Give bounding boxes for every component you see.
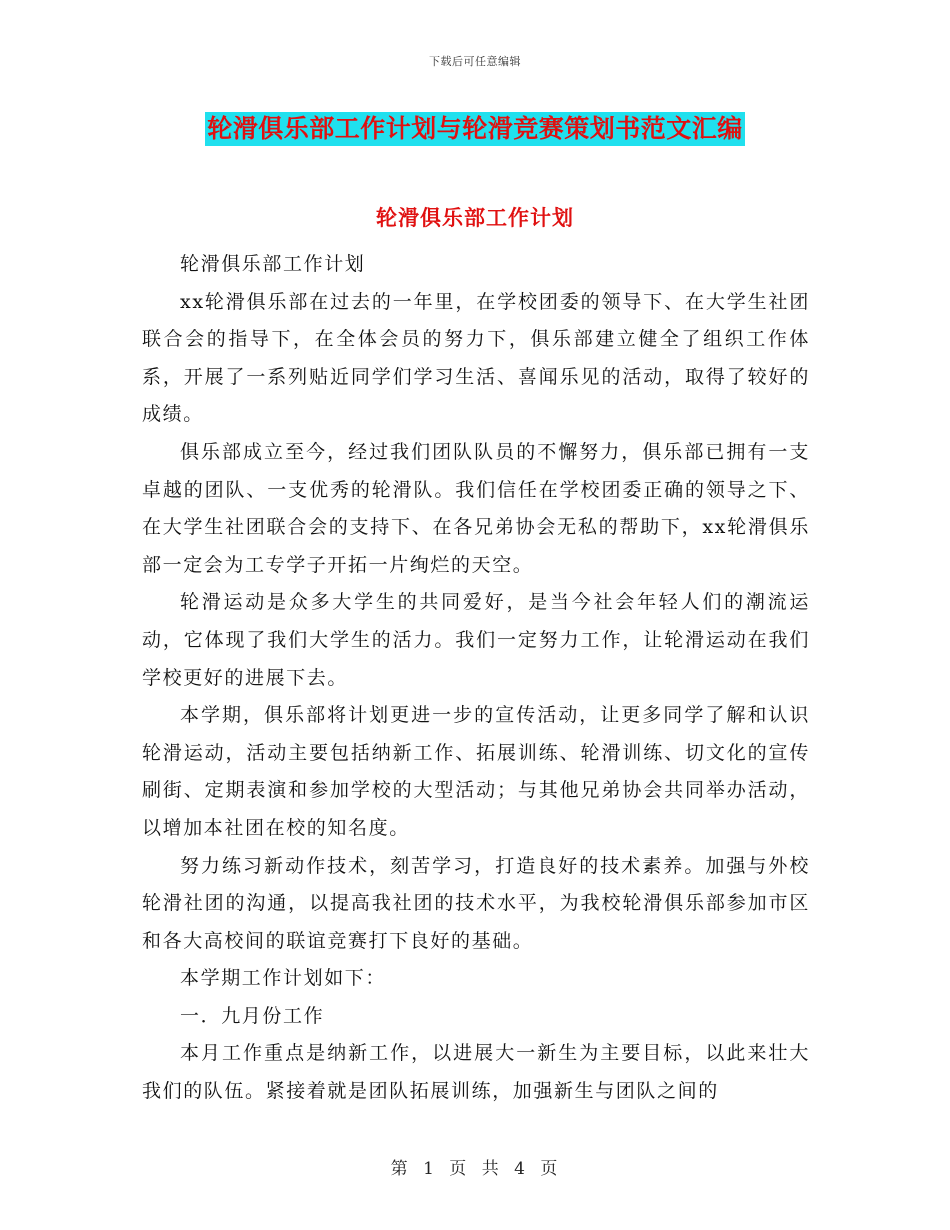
header-note: 下载后可任意编辑 <box>429 55 521 68</box>
paragraph: 一．九月份工作 <box>180 1004 325 1027</box>
paragraph: 努力练习新动作技术，刻苦学习，打造良好的技术素养。加强与外校轮滑社团的沟通，以提高我社团的技术水平，为我校轮滑俱乐部参加市区和各大高校间的联谊竞赛打下良好的基础。 <box>142 854 810 952</box>
paragraph: 本学期工作计划如下： <box>180 967 387 990</box>
paragraph: 轮滑运动是众多大学生的共同爱好，是当今社会年轻人们的潮流运动，它体现了我们大学生的活力。我们一定努力工作，让轮滑运动在我们学校更好的进展下去。 <box>142 591 810 689</box>
document-body <box>142 246 810 1111</box>
paragraph: 俱乐部成立至今，经过我们团队队员的不懈努力，俱乐部已拥有一支卓越的团队、一支优秀的轮滑队。我们信任在学校团委正确的领导之下、在大学生社团联合会的支持下、在各兄弟协会无私的帮助下，xx轮滑俱乐部一定会为工专学子开拓一片绚烂的天空。 <box>142 440 810 576</box>
paragraph: 本学期，俱乐部将计划更进一步的宣传活动，让更多同学了解和认识轮滑运动，活动主要包括纳新工作、拓展训练、轮滑训练、切文化的宣传刷街、定期表演和参加学校的大型活动；与其他兄弟协会共同举办活动，以增加本社团在校的知名度。 <box>142 704 810 839</box>
section-title: 轮滑俱乐部工作计划 <box>376 205 574 230</box>
document-title: 轮滑俱乐部工作计划与轮滑竞赛策划书范文汇编 <box>205 112 745 146</box>
paragraph: xx轮滑俱乐部在过去的一年里，在学校团委的领导下、在大学生社团联合会的指导下，在全体会员的努力下，俱乐部建立健全了组织工作体系，开展了一系列贴近同学们学习生活、喜闻乐见的活动，取得了较好的成绩。 <box>142 290 810 426</box>
document-title-container <box>0 112 950 146</box>
page-indicator: 第 1 页 共 4 页 <box>390 1159 560 1179</box>
paragraph: 轮滑俱乐部工作计划 <box>180 253 366 275</box>
paragraph: 本月工作重点是纳新工作，以进展大一新生为主要目标，以此来壮大我们的队伍。紧接着就是团队拓展训练，加强新生与团队之间的 <box>142 1042 810 1103</box>
